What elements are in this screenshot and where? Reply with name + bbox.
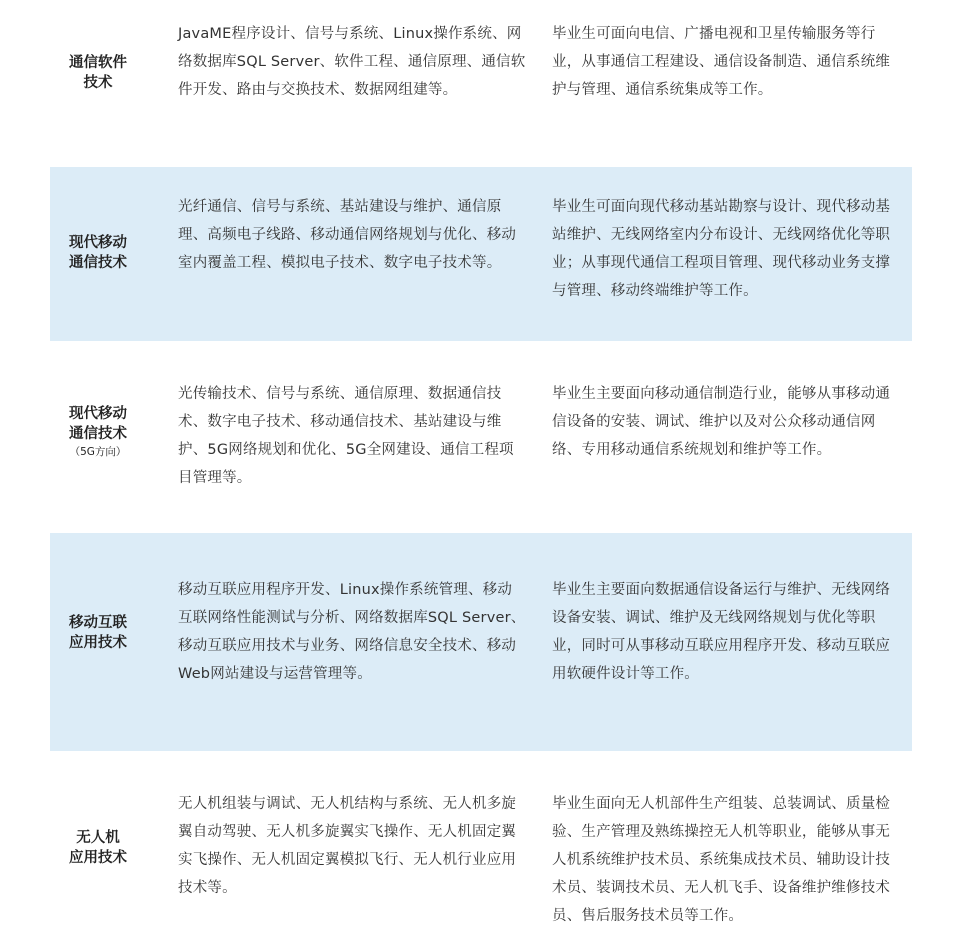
courses-cell: 无人机组装与调试、无人机结构与系统、无人机多旋翼自动驾驶、无人机多旋翼实飞操作、无人机固定翼实飞操作、无人机固定翼模拟飞行、无人机行业应用技术等。 xyxy=(178,796,517,896)
major-name-line: 应用技术 xyxy=(69,850,127,866)
major-name-line: 通信技术 xyxy=(69,255,127,271)
major-name-line: 移动互联 xyxy=(69,615,127,631)
courses-cell: 光纤通信、信号与系统、基站建设与维护、通信原理、高频电子线路、移动通信网络规划与优化、移动室内覆盖工程、模拟电子技术、数字电子技术等。 xyxy=(178,199,517,271)
major-name-line: 应用技术 xyxy=(69,635,127,651)
major-name-line: 无人机 xyxy=(76,830,120,846)
major-name-line: 技术 xyxy=(83,75,113,91)
courses-cell: 光传输技术、信号与系统、通信原理、数据通信技术、数字电子技术、移动通信技术、基站建设与维护、5G网络规划和优化、5G全网建设、通信工程项目管理等。 xyxy=(178,386,514,486)
courses-cell: JavaME程序设计、信号与系统、Linux操作系统、网络数据库SQL Server、软件工程、通信原理、通信软件开发、路由与交换技术、数据网组建等。 xyxy=(178,26,526,98)
major-name xyxy=(50,53,146,93)
careers-cell: 毕业生主要面向数据通信设备运行与维护、无线网络设备安装、调试、维护及无线网络规划与优化等职业，同时可从事移动互联应用程序开发、移动互联应用软硬件设计等工作。 xyxy=(552,582,891,682)
major-name-line: 现代移动 xyxy=(69,235,127,251)
major-name xyxy=(50,404,146,460)
careers-cell: 毕业生可面向电信、广播电视和卫星传输服务等行业，从事通信工程建设、通信设备制造、通信系统维护与管理、通信系统集成等工作。 xyxy=(552,26,891,98)
major-name-line: 通信技术 xyxy=(69,426,127,442)
careers-cell: 毕业生主要面向移动通信制造行业，能够从事移动通信设备的安装、调试、维护以及对公众移动通信网络、专用移动通信系统规划和维护等工作。 xyxy=(552,386,891,458)
table-row xyxy=(50,0,912,162)
major-name-line: 通信软件 xyxy=(69,55,127,71)
table-row xyxy=(50,167,912,341)
major-name xyxy=(50,613,146,653)
major-name xyxy=(50,233,146,273)
major-direction-note: （5G方向） xyxy=(69,446,127,458)
table-row xyxy=(50,352,912,528)
major-name xyxy=(50,828,146,868)
major-name-line: 现代移动 xyxy=(69,406,127,422)
careers-cell: 毕业生面向无人机部件生产组装、总装调试、质量检验、生产管理及熟练操控无人机等职业，能够从事无人机系统维护技术员、系统集成技术员、辅助设计技术员、装调技术员、无人机飞手、设备维护维修技术员、售后服务技术员等工作。 xyxy=(552,796,891,924)
table-row xyxy=(50,533,912,751)
careers-cell: 毕业生可面向现代移动基站勘察与设计、现代移动基站维护、无线网络室内分布设计、无线网络优化等职业；从事现代通信工程项目管理、现代移动业务支撑与管理、移动终端维护等工作。 xyxy=(552,199,891,299)
courses-cell: 移动互联应用程序开发、Linux操作系统管理、移动互联网络性能测试与分析、网络数据库SQL Server、移动互联应用技术与业务、网络信息安全技术、移动Web网站建设与运营管理等。 xyxy=(178,582,526,682)
table-row xyxy=(50,760,912,933)
